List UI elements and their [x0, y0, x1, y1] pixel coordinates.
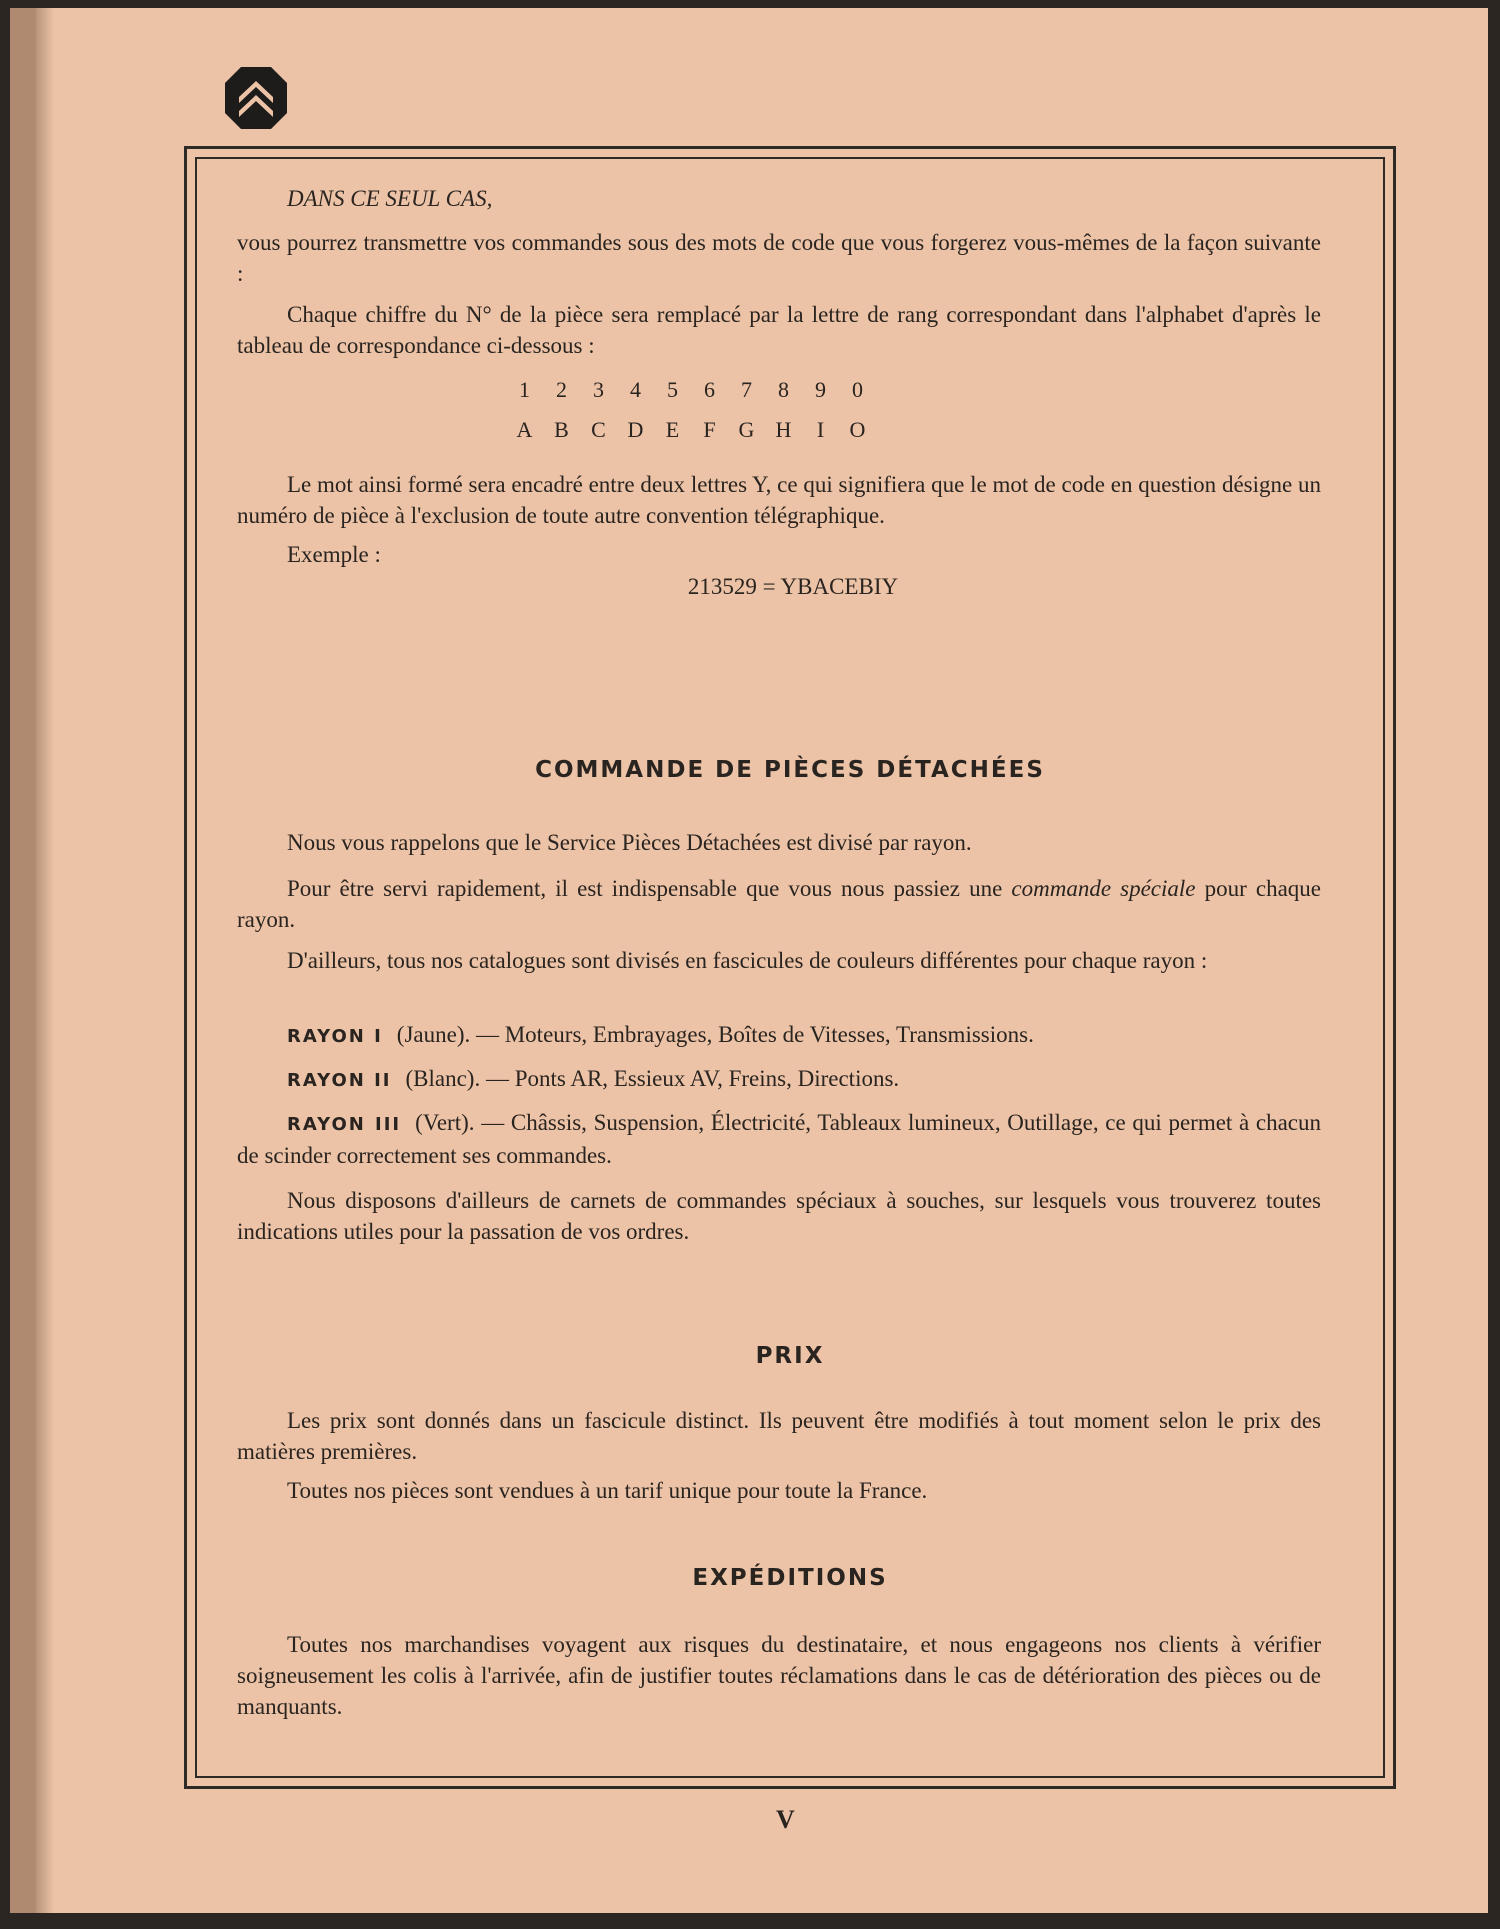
rayon-1-label: RAYON I [287, 1026, 383, 1047]
frame-content [187, 149, 1393, 1786]
intro-paragraph: vous pourrez transmettre vos commandes sous des mots de code que vous forgerez vous-mêmes de la façon suivante : [237, 230, 1321, 286]
letter-cell: B [554, 417, 570, 442]
prix-paragraph-2: Toutes nos pièces sont vendues à un tarif unique pour toute la France. [287, 1478, 928, 1503]
commande-paragraph-1: Nous vous rappelons que le Service Pièces Détachées est divisé par rayon. [287, 830, 972, 855]
commande-speciale-italic: commande spéciale [1011, 876, 1196, 901]
example-value: 213529 = YBACEBIY [687, 574, 899, 599]
heading-expeditions: EXPÉDITIONS [692, 1565, 888, 1591]
lead-italic: DANS CE SEUL CAS, [287, 186, 493, 211]
commande-paragraph-2-end: pour chaque rayon. [237, 876, 1321, 932]
heading-commande: COMMANDE DE PIÈCES DÉTACHÉES [535, 757, 1045, 783]
letter-cell: O [849, 417, 867, 442]
digit-cell: 4 [630, 377, 642, 402]
rayon-2-text: (Blanc). — Ponts AR, Essieux AV, Freins, Directions. [405, 1066, 900, 1091]
digit-cell: 1 [519, 377, 531, 402]
digit-cell: 6 [704, 377, 716, 402]
rayon-3-text: (Vert). — Châssis, Suspension, Électricité, Tableaux lumineux, Outillage, ce qui permet à chacun de scinder correctement ses commandes. [237, 1110, 1321, 1168]
digit-cell: 3 [593, 377, 605, 402]
rayon-1-line [287, 1019, 1321, 1052]
commande-paragraph-4: Nous disposons d'ailleurs de carnets de commandes spéciaux à souches, sur lesquels vous trouverez toutes indications utiles pour la passation de vos ordres. [237, 1188, 1321, 1244]
code-explanation-paragraph: Le mot ainsi formé sera encadré entre deux lettres Y, ce qui signifiera que le mot de code en question désigne un numéro de pièce à l'exclusion de toute autre convention télégraphique. [237, 472, 1321, 528]
letter-cell: I [816, 417, 826, 442]
letter-cell: F [703, 417, 717, 442]
letter-cell: A [516, 417, 534, 442]
binding-shadow [36, 8, 54, 1913]
heading-prix: PRIX [755, 1343, 825, 1369]
rayon-1-text: (Jaune). — Moteurs, Embrayages, Boîtes de Vitesses, Transmissions. [396, 1022, 1034, 1047]
rayon-2-line [287, 1063, 1321, 1096]
letter-cell: D [627, 417, 645, 442]
rayon-2-label: RAYON II [287, 1070, 392, 1091]
digit-cell: 9 [815, 377, 827, 402]
example-label: Exemple : [287, 542, 381, 567]
digit-cell: 5 [667, 377, 679, 402]
digit-cell: 0 [852, 377, 864, 402]
expeditions-paragraph: Toutes nos marchandises voyagent aux risques du destinataire, et nous engageons nos clients à vérifier soigneusement les colis à l'arrivée, afin de justifier toutes réclamations dans le cas de détérioration des pièces ou de manquants. [237, 1632, 1321, 1719]
digit-cell: 8 [778, 377, 790, 402]
letter-cell: C [591, 417, 607, 442]
letter-cell: E [665, 417, 681, 442]
commande-paragraph-2-start: Pour être servi rapidement, il est indispensable que vous nous passiez une [287, 876, 1012, 901]
page-number: V [776, 1805, 795, 1834]
commande-paragraph-3: D'ailleurs, tous nos catalogues sont divisés en fascicules de couleurs différentes pour chaque rayon : [287, 948, 1208, 973]
digit-cell: 2 [556, 377, 568, 402]
correspondence-paragraph: Chaque chiffre du N° de la pièce sera remplacé par la lettre de rang correspondant dans l'alphabet d'après le tableau de correspondance ci-dessous : [237, 302, 1321, 358]
letter-cell: H [775, 417, 793, 442]
digit-cell: 7 [741, 377, 753, 402]
double-chevron-logo-icon [221, 63, 291, 133]
commande-paragraph-2 [237, 873, 1321, 935]
letter-cell: G [738, 417, 756, 442]
text-frame [184, 146, 1396, 1789]
prix-paragraph-1: Les prix sont donnés dans un fascicule distinct. Ils peuvent être modifiés à tout moment selon le prix des matières premières. [237, 1408, 1321, 1464]
document-page [10, 8, 1488, 1913]
rayon-3-label: RAYON III [287, 1114, 402, 1135]
rayon-3-line [237, 1107, 1321, 1171]
